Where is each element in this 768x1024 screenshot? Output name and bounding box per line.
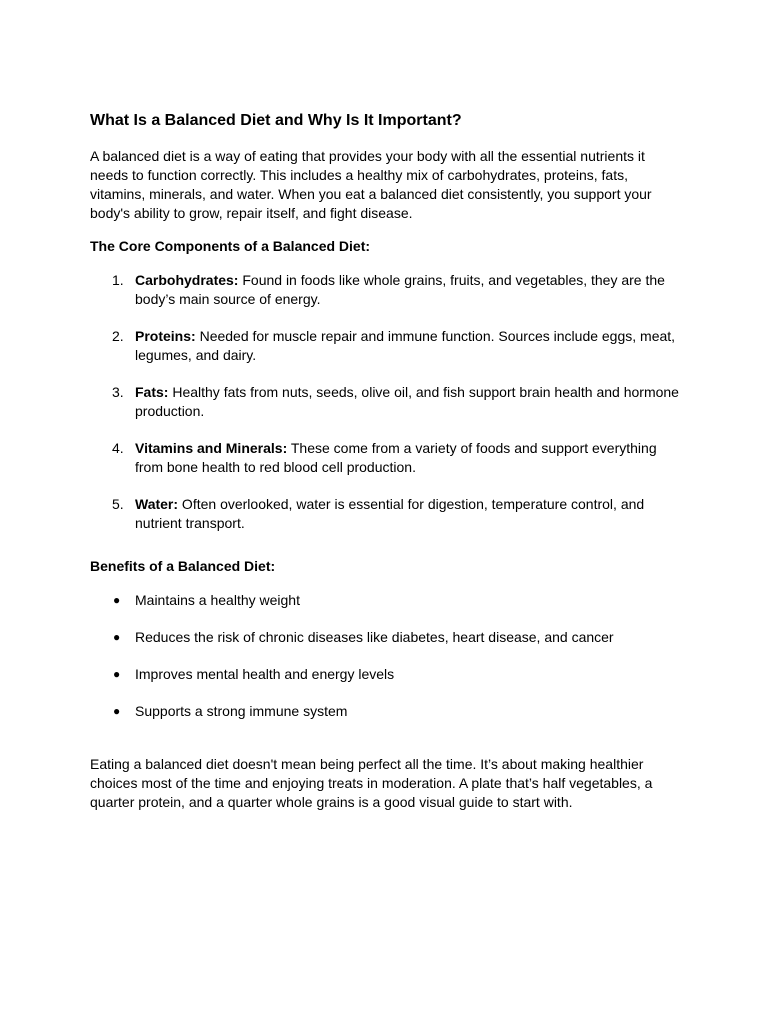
closing-paragraph: Eating a balanced diet doesn't mean being perfect all the time. It’s about making healthier choices most of the time and enjoying treats in moderation. A plate that’s half vegetables, a quarter protein, and a quarter whole grains is a good visual guide to start with. xyxy=(90,756,653,810)
components-list xyxy=(90,271,680,533)
list-text: Supports a strong immune system xyxy=(135,703,348,719)
list-number: 2. xyxy=(112,328,124,344)
document-page xyxy=(90,110,680,812)
list-text: Maintains a healthy weight xyxy=(135,592,300,608)
list-text: Needed for muscle repair and immune function. Sources include eggs, meat, legumes, and dairy. xyxy=(135,328,676,363)
list-item xyxy=(90,665,680,684)
intro-paragraph: A balanced diet is a way of eating that provides your body with all the essential nutrients it needs to function correctly. This includes a healthy mix of carbohydrates, proteins, fats, vitamins, minerals, and water. When you eat a balanced diet consistently, you support your body's ability to grow, repair itself, and fight disease. xyxy=(90,148,652,221)
benefits-heading: Benefits of a Balanced Diet: xyxy=(90,558,276,574)
list-term: Water: xyxy=(135,496,179,512)
benefits-list xyxy=(90,591,680,721)
components-heading: The Core Components of a Balanced Diet: xyxy=(90,238,371,254)
list-item xyxy=(90,383,680,421)
list-item xyxy=(90,591,680,610)
list-text: Often overlooked, water is essential for digestion, temperature control, and nutrient transport. xyxy=(135,496,645,531)
list-item xyxy=(90,702,680,721)
list-item xyxy=(90,495,680,533)
bullet-icon: ● xyxy=(113,667,121,681)
list-number: 4. xyxy=(112,440,124,456)
list-number: 5. xyxy=(112,496,124,512)
list-text: These come from a variety of foods and support everything from bone health to red blood cell production. xyxy=(135,440,657,475)
list-item xyxy=(90,327,680,365)
list-term: Vitamins and Minerals: xyxy=(135,440,288,456)
list-item xyxy=(90,628,680,647)
list-term: Proteins: xyxy=(135,328,196,344)
list-text: Found in foods like whole grains, fruits, and vegetables, they are the body’s main source of energy. xyxy=(135,272,665,307)
list-text: Reduces the risk of chronic diseases like diabetes, heart disease, and cancer xyxy=(135,629,614,645)
list-term: Carbohydrates: xyxy=(135,272,239,288)
document-title: What Is a Balanced Diet and Why Is It Important? xyxy=(90,112,462,129)
bullet-icon: ● xyxy=(113,593,121,607)
bullet-icon: ● xyxy=(113,630,121,644)
list-text: Healthy fats from nuts, seeds, olive oil, and fish support brain health and hormone production. xyxy=(135,384,679,419)
list-item xyxy=(90,439,680,477)
list-text: Improves mental health and energy levels xyxy=(135,666,395,682)
list-number: 1. xyxy=(112,272,124,288)
bullet-icon: ● xyxy=(113,704,121,718)
list-item xyxy=(90,271,680,309)
list-number: 3. xyxy=(112,384,124,400)
list-term: Fats: xyxy=(135,384,169,400)
